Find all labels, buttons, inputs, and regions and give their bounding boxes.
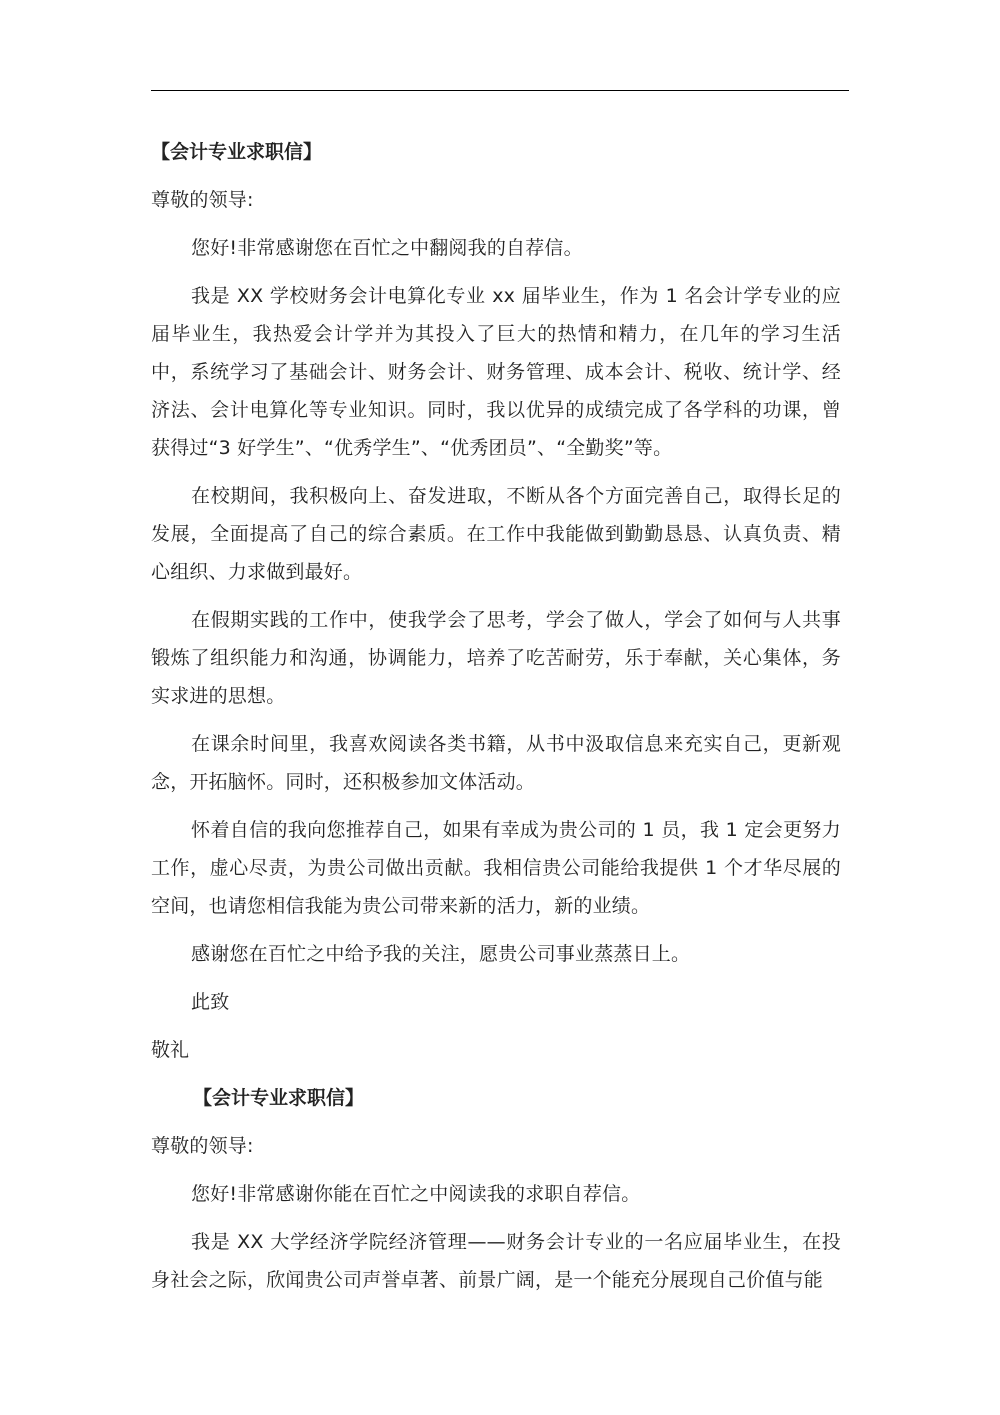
letter1-paragraph: 在校期间，我积极向上、奋发进取，不断从各个方面完善自己，取得长足的发展，全面提高了自己的综合素质。在工作中我能做到勤勤恳恳、认真负责、精心组织、力求做到最好。: [151, 485, 841, 583]
letter2-paragraph: 您好!非常感谢你能在百忙之中阅读我的求职自荐信。: [191, 1183, 641, 1205]
letter1-title: 【会计专业求职信】: [151, 141, 323, 163]
letter1-paragraph: 在假期实践的工作中，使我学会了思考，学会了做人，学会了如何与人共事锻炼了组织能力和沟通，协调能力，培养了吃苦耐劳，乐于奉献，关心集体，务实求进的思想。: [151, 609, 841, 707]
letter2-greeting: 尊敬的领导:: [151, 1135, 254, 1157]
letter1-paragraph: 您好!非常感谢您在百忙之中翻阅我的自荐信。: [191, 237, 583, 259]
header-rule: [151, 90, 849, 91]
letter1-greeting: 尊敬的领导:: [151, 189, 254, 211]
letter1-paragraph: 感谢您在百忙之中给予我的关注，愿贵公司事业蒸蒸日上。: [191, 943, 691, 965]
document-body: [151, 133, 841, 1309]
letter2-title: 【会计专业求职信】: [193, 1087, 365, 1109]
letter1-paragraph: 在课余时间里，我喜欢阅读各类书籍，从书中汲取信息来充实自己，更新观念，开拓脑怀。同时，还积极参加文体活动。: [151, 733, 841, 793]
letter1-paragraph: 我是 XX 学校财务会计电算化专业 xx 届毕业生，作为 1 名会计学专业的应届毕业生，我热爱会计学并为其投入了巨大的热情和精力，在几年的学习生活中，系统学习了基础会计、财务会计、财务管理、成本会计、税收、统计学、经济法、会计电算化等专业知识。同时，我以优异的成绩完成了各学科的功课，曾获得过“3 好学生”、“优秀学生”、“优秀团员”、“全勤奖”等。: [151, 285, 841, 459]
letter1-sign-off: 此致: [191, 991, 230, 1013]
letter2-paragraph: 我是 XX 大学经济学院经济管理——财务会计专业的一名应届毕业生，在投身社会之际，欣闻贵公司声誉卓著、前景广阔，是一个能充分展现自己价值与能: [151, 1231, 841, 1291]
letter1-paragraph: 怀着自信的我向您推荐自己，如果有幸成为贵公司的 1 员，我 1 定会更努力工作，虚心尽责，为贵公司做出贡献。我相信贵公司能给我提供 1 个才华尽展的空间，也请您相信我能为贵公司带来新的活力，新的业绩。: [151, 819, 841, 917]
letter1-closing: 敬礼: [151, 1039, 190, 1061]
